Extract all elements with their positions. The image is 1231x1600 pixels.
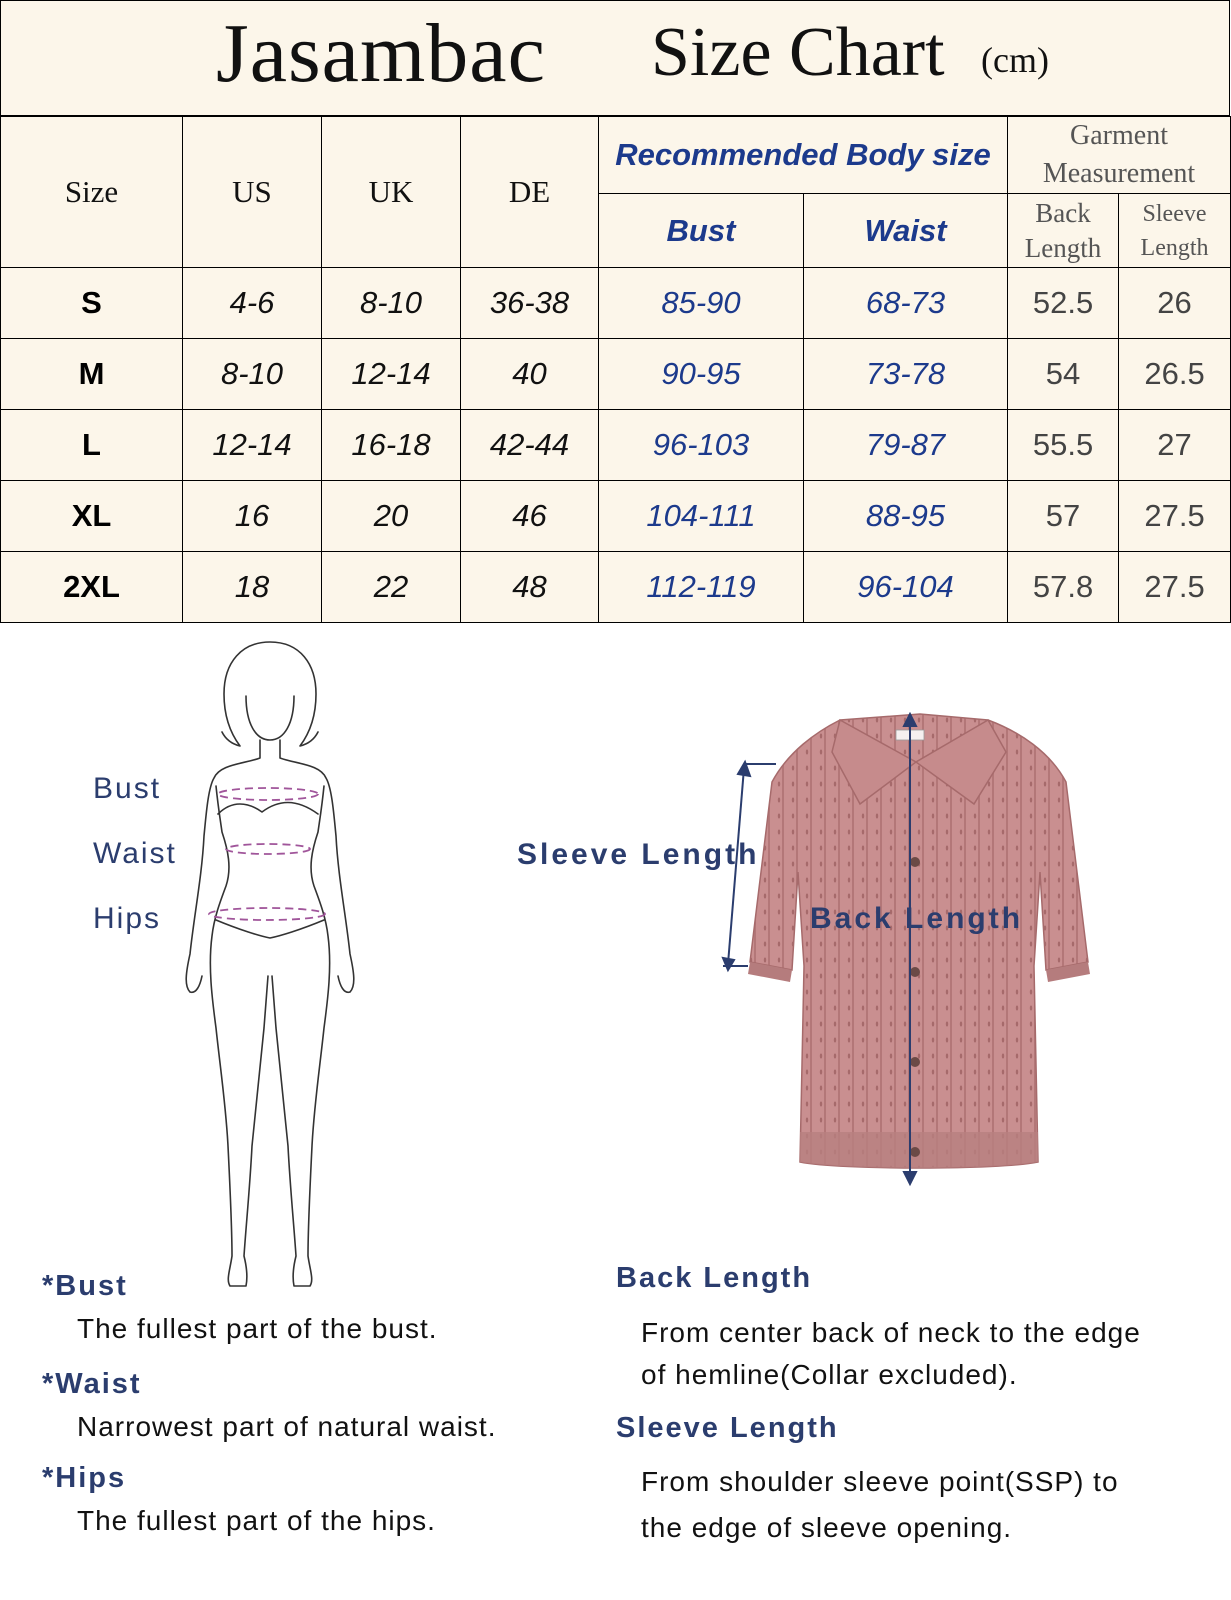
back-length-label: Back Length bbox=[810, 902, 1024, 935]
size-cell: L bbox=[1, 410, 183, 481]
us-cell: 12-14 bbox=[183, 410, 322, 481]
de-cell: 48 bbox=[461, 552, 599, 623]
de-cell: 42-44 bbox=[461, 410, 599, 481]
waist-note-title: *Waist bbox=[42, 1368, 142, 1400]
back-header-line-1: Back bbox=[1035, 197, 1091, 228]
size-header: Size bbox=[1, 117, 183, 268]
back-length-note-line-1: From center back of neck to the edge bbox=[641, 1317, 1141, 1348]
chart-title: Size Chart bbox=[651, 14, 945, 91]
sleeve-length-cell: 27.5 bbox=[1119, 552, 1231, 623]
sleeve-length-header bbox=[1119, 194, 1231, 268]
de-header: DE bbox=[461, 117, 599, 268]
garment-header-line-2: Measurement bbox=[1042, 158, 1196, 189]
sleeve-length-note-title: Sleeve Length bbox=[616, 1412, 839, 1444]
bust-header: Bust bbox=[599, 194, 804, 268]
sleeve-header-line-1: Sleeve bbox=[1142, 200, 1207, 227]
waist-cell: 96-104 bbox=[804, 552, 1008, 623]
uk-cell: 20 bbox=[322, 481, 461, 552]
de-cell: 36-38 bbox=[461, 268, 599, 339]
chart-unit: (cm) bbox=[981, 40, 1049, 80]
bust-cell: 85-90 bbox=[599, 268, 804, 339]
de-cell: 46 bbox=[461, 481, 599, 552]
size-cell: 2XL bbox=[1, 552, 183, 623]
table-row bbox=[1, 339, 1231, 410]
bust-label: Bust bbox=[93, 772, 162, 805]
waist-cell: 73-78 bbox=[804, 339, 1008, 410]
size-cell: S bbox=[1, 268, 183, 339]
table-row bbox=[1, 410, 1231, 481]
bust-cell: 112-119 bbox=[599, 552, 804, 623]
sleeve-length-cell: 27.5 bbox=[1119, 481, 1231, 552]
sleeve-length-cell: 26 bbox=[1119, 268, 1231, 339]
table-row bbox=[1, 268, 1231, 339]
bust-cell: 96-103 bbox=[599, 410, 804, 481]
sleeve-length-cell: 26.5 bbox=[1119, 339, 1231, 410]
back-length-cell: 57.8 bbox=[1008, 552, 1119, 623]
table-row bbox=[1, 552, 1231, 623]
us-cell: 16 bbox=[183, 481, 322, 552]
garment-measurement-header bbox=[1008, 117, 1231, 194]
size-table bbox=[0, 116, 1231, 623]
sleeve-length-note-line-2: the edge of sleeve opening. bbox=[641, 1512, 1013, 1543]
uk-header: UK bbox=[322, 117, 461, 268]
waist-cell: 79-87 bbox=[804, 410, 1008, 481]
cardigan-illustration bbox=[720, 712, 1110, 1202]
table-row bbox=[1, 481, 1231, 552]
waist-label: Waist bbox=[93, 837, 177, 870]
back-length-cell: 55.5 bbox=[1008, 410, 1119, 481]
bust-cell: 90-95 bbox=[599, 339, 804, 410]
recommended-body-size-header: Recommended Body size bbox=[599, 117, 1008, 194]
sleeve-length-label: Sleeve Length bbox=[517, 838, 760, 871]
uk-cell: 22 bbox=[322, 552, 461, 623]
brand-name: Jasambac bbox=[216, 7, 546, 100]
de-cell: 40 bbox=[461, 339, 599, 410]
back-length-note-line-2: of hemline(Collar excluded). bbox=[641, 1359, 1018, 1390]
body-figure-illustration bbox=[180, 636, 360, 1296]
back-length-note-title: Back Length bbox=[616, 1262, 813, 1294]
hips-note-title: *Hips bbox=[42, 1462, 127, 1494]
size-cell: XL bbox=[1, 481, 183, 552]
header-row-1 bbox=[1, 117, 1231, 194]
us-header: US bbox=[183, 117, 322, 268]
uk-cell: 8-10 bbox=[322, 268, 461, 339]
waist-header: Waist bbox=[804, 194, 1008, 268]
waist-cell: 88-95 bbox=[804, 481, 1008, 552]
back-length-cell: 54 bbox=[1008, 339, 1119, 410]
uk-cell: 12-14 bbox=[322, 339, 461, 410]
sleeve-header-line-2: Length bbox=[1140, 234, 1209, 261]
bust-cell: 104-111 bbox=[599, 481, 804, 552]
us-cell: 4-6 bbox=[183, 268, 322, 339]
hips-note-text: The fullest part of the hips. bbox=[77, 1505, 436, 1536]
us-cell: 8-10 bbox=[183, 339, 322, 410]
back-length-cell: 52.5 bbox=[1008, 268, 1119, 339]
garment-header-line-1: Garment bbox=[1070, 120, 1168, 151]
uk-cell: 16-18 bbox=[322, 410, 461, 481]
waist-note-text: Narrowest part of natural waist. bbox=[77, 1411, 497, 1442]
hips-label: Hips bbox=[93, 902, 162, 935]
sleeve-length-cell: 27 bbox=[1119, 410, 1231, 481]
us-cell: 18 bbox=[183, 552, 322, 623]
back-length-header bbox=[1008, 194, 1119, 268]
back-header-line-2: Length bbox=[1024, 232, 1102, 263]
sleeve-length-note-line-1: From shoulder sleeve point(SSP) to bbox=[641, 1466, 1119, 1497]
size-cell: M bbox=[1, 339, 183, 410]
back-length-cell: 57 bbox=[1008, 481, 1119, 552]
bust-note-title: *Bust bbox=[42, 1270, 128, 1302]
size-chart-header bbox=[0, 0, 1230, 116]
bust-note-text: The fullest part of the bust. bbox=[77, 1313, 438, 1344]
waist-cell: 68-73 bbox=[804, 268, 1008, 339]
